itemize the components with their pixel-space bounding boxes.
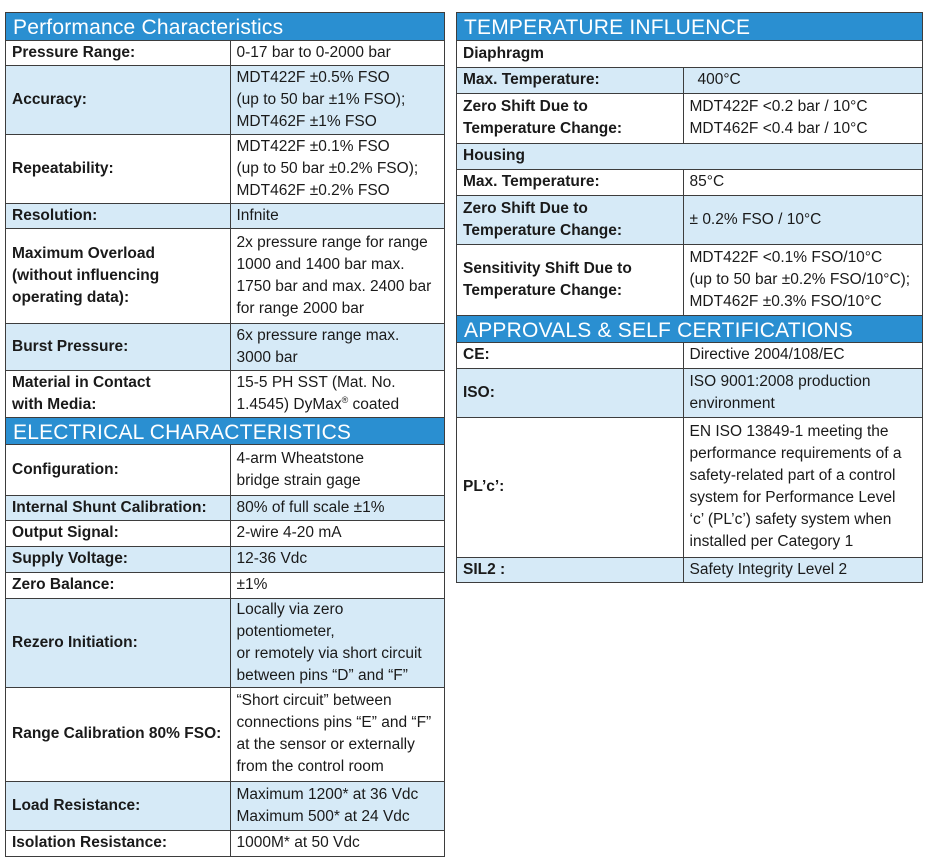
row-label: Material in Contact with Media: [6,370,230,417]
row-value: 85°C [683,169,922,195]
row-value: MDT422F ±0.5% FSO (up to 50 bar ±1% FSO); MDT462F ±1% FSO [230,65,444,134]
table-subheader-row [457,143,922,169]
table-row [457,195,922,244]
table-row [6,370,444,417]
table-row [6,228,444,323]
electrical-table [6,445,444,856]
row-value: 12-36 Vdc [230,546,444,572]
row-label: SIL2 : [457,557,683,582]
registered-mark: ® [341,394,349,405]
row-value: ISO 9001:2008 production environment [683,368,922,417]
row-value: MDT422F <0.2 bar / 10°C MDT462F <0.4 bar / 10°C [683,93,922,143]
row-value: EN ISO 13849-1 meeting the performance requirements of a safety-related part of a control system for Performance Level ‘c’ (PL’c’) safety system when installed per Category 1 [683,417,922,557]
performance-section-title: Performance Characteristics [6,13,444,41]
table-row [6,41,444,65]
electrical-section-title: ELECTRICAL CHARACTERISTICS [6,417,444,445]
table-row [457,67,922,93]
left-spec-panel [5,12,445,857]
table-row [457,93,922,143]
row-value: Safety Integrity Level 2 [683,557,922,582]
row-label: Sensitivity Shift Due to Temperature Change: [457,244,683,315]
row-label: Pressure Range: [6,41,230,65]
row-value: Infnite [230,203,444,228]
row-label: Burst Pressure: [6,323,230,370]
row-label: Isolation Resistance: [6,830,230,856]
approvals-table [457,343,922,582]
row-label: Accuracy: [6,65,230,134]
row-value: Directive 2004/108/EC [683,343,922,368]
table-row [457,368,922,417]
table-row [6,598,444,687]
row-label: CE: [457,343,683,368]
row-value: 2-wire 4-20 mA [230,520,444,546]
table-row [6,520,444,546]
row-value: “Short circuit” between connections pins “E” and “F” at the sensor or externally from the control room [230,687,444,781]
table-row [6,203,444,228]
row-value: 2x pressure range for range 1000 and 1400 bar max. 1750 bar and max. 2400 bar for range 2000 bar [230,228,444,323]
row-label: Zero Shift Due to Temperature Change: [457,93,683,143]
temperature-table [457,41,922,315]
row-label: Supply Voltage: [6,546,230,572]
table-row [6,546,444,572]
row-label: Zero Shift Due to Temperature Change: [457,195,683,244]
table-row [457,169,922,195]
temperature-section-title: TEMPERATURE INFLUENCE [457,13,922,41]
row-value: Locally via zero potentiometer, or remotely via short circuit between pins “D” and “F” [230,598,444,687]
housing-subtitle: Housing [457,143,922,169]
row-value: 400°C [683,67,922,93]
row-value: ±1% [230,572,444,598]
table-row [6,781,444,830]
row-value: MDT422F ±0.1% FSO (up to 50 bar ±0.2% FSO); MDT462F ±0.2% FSO [230,134,444,203]
row-value: MDT422F <0.1% FSO/10°C (up to 50 bar ±0.2% FSO/10°C); MDT462F ±0.3% FSO/10°C [683,244,922,315]
value-text: 15-5 PH SST (Mat. No. 1.4545) DyMax [236,373,396,413]
row-label: Load Resistance: [6,781,230,830]
row-label: Internal Shunt Calibration: [6,495,230,520]
row-label: Resolution: [6,203,230,228]
table-row [6,65,444,134]
row-value: Maximum 1200* at 36 Vdc Maximum 500* at 24 Vdc [230,781,444,830]
table-row [457,244,922,315]
row-value [230,370,444,417]
table-row [6,687,444,781]
row-value: 0-17 bar to 0-2000 bar [230,41,444,65]
row-value: 80% of full scale ±1% [230,495,444,520]
table-row [6,323,444,370]
row-label: Max. Temperature: [457,169,683,195]
row-value: ± 0.2% FSO / 10°C [683,195,922,244]
right-spec-panel [456,12,923,583]
approvals-section-title: APPROVALS & SELF CERTIFICATIONS [457,315,922,343]
row-label: Range Calibration 80% FSO: [6,687,230,781]
table-row [6,572,444,598]
row-label: Rezero Initiation: [6,598,230,687]
row-value: 1000M* at 50 Vdc [230,830,444,856]
row-label: Repeatability: [6,134,230,203]
row-label: Max. Temperature: [457,67,683,93]
row-label: ISO: [457,368,683,417]
row-label: Output Signal: [6,520,230,546]
table-row [6,134,444,203]
table-subheader-row [457,41,922,67]
table-row [457,343,922,368]
row-label: Configuration: [6,445,230,495]
performance-table [6,41,444,417]
table-row [457,557,922,582]
table-row [457,417,922,557]
diaphragm-subtitle: Diaphragm [457,41,922,67]
row-value: 6x pressure range max. 3000 bar [230,323,444,370]
value-text: coated [348,395,400,413]
row-label: Maximum Overload (without influencing operating data): [6,228,230,323]
table-row [6,445,444,495]
table-row [6,830,444,856]
row-label: PL’c’: [457,417,683,557]
row-label: Zero Balance: [6,572,230,598]
row-value: 4-arm Wheatstone bridge strain gage [230,445,444,495]
table-row [6,495,444,520]
